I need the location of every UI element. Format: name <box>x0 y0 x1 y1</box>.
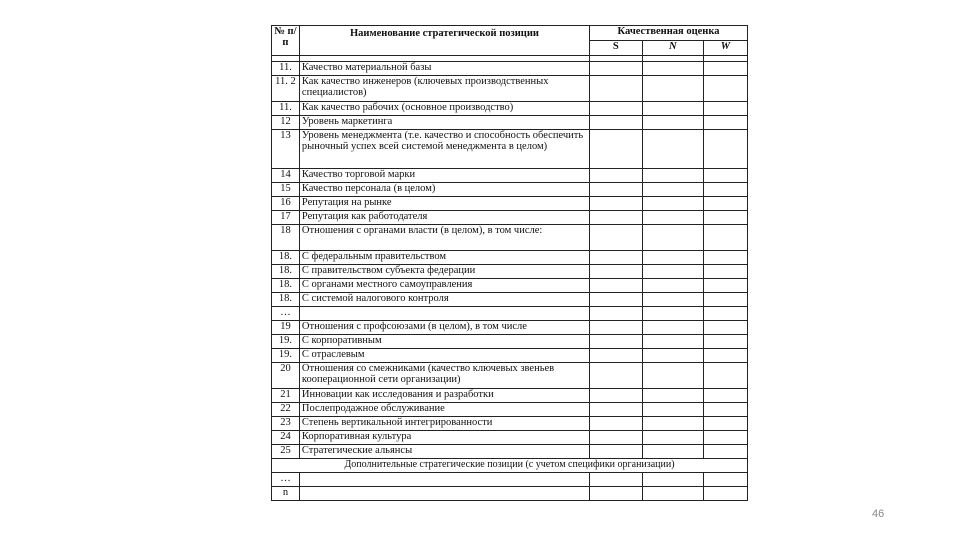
row-number: 17 <box>272 211 300 225</box>
row-cell-w <box>703 251 747 265</box>
row-cell-w <box>703 417 747 431</box>
row-name: Как качество рабочих (основное производство) <box>299 102 589 116</box>
row-cell-s <box>590 363 643 389</box>
row-number: 23 <box>272 417 300 431</box>
strategic-positions-table <box>271 25 748 501</box>
header-col-n: N <box>642 41 703 56</box>
extra-row-number: n <box>272 487 300 501</box>
row-cell-n <box>642 76 703 102</box>
row-cell-s <box>590 349 643 363</box>
row-cell-s <box>590 293 643 307</box>
header-name: Наименование стратегической позиции <box>299 26 589 56</box>
row-name: Отношения со смежниками (качество ключевых звеньев кооперационной сети организации) <box>299 363 589 389</box>
row-number: 16 <box>272 197 300 211</box>
row-cell-n <box>642 225 703 251</box>
row-name: Уровень маркетинга <box>299 116 589 130</box>
row-cell-s <box>590 76 643 102</box>
row-cell-s <box>590 251 643 265</box>
row-name: Стратегические альянсы <box>299 445 589 459</box>
row-number: … <box>272 307 300 321</box>
row-number: 18. <box>272 265 300 279</box>
extra-row-name <box>299 487 589 501</box>
table-row <box>272 431 748 445</box>
row-cell-s <box>590 265 643 279</box>
row-cell-s <box>590 225 643 251</box>
table-row <box>272 279 748 293</box>
row-cell-s <box>590 403 643 417</box>
row-cell-s <box>590 335 643 349</box>
row-cell-n <box>642 363 703 389</box>
extra-cell-n <box>642 473 703 487</box>
row-cell-s <box>590 116 643 130</box>
row-cell-n <box>642 251 703 265</box>
row-cell-w <box>703 197 747 211</box>
row-cell-n <box>642 197 703 211</box>
extra-cell-n <box>642 487 703 501</box>
row-cell-s <box>590 169 643 183</box>
row-number: 12 <box>272 116 300 130</box>
row-number: 18. <box>272 251 300 265</box>
row-name: Уровень менеджмента (т.е. качество и способность обеспечить рыночный успех всей системой менеджмента в целом) <box>299 130 589 169</box>
table-row <box>272 62 748 76</box>
table-row <box>272 335 748 349</box>
table-row <box>272 211 748 225</box>
row-cell-s <box>590 307 643 321</box>
row-number: 21 <box>272 389 300 403</box>
row-name: Как качество инженеров (ключевых производственных специалистов) <box>299 76 589 102</box>
row-cell-w <box>703 183 747 197</box>
row-cell-w <box>703 169 747 183</box>
row-cell-w <box>703 116 747 130</box>
row-cell-s <box>590 445 643 459</box>
row-number: 20 <box>272 363 300 389</box>
row-cell-n <box>642 307 703 321</box>
extra-cell-w <box>703 473 747 487</box>
row-name: Корпоративная культура <box>299 431 589 445</box>
row-cell-n <box>642 211 703 225</box>
row-name: Репутация на рынке <box>299 197 589 211</box>
row-cell-n <box>642 349 703 363</box>
row-cell-n <box>642 102 703 116</box>
extra-title: Дополнительные стратегические позиции (с учетом специфики организации) <box>272 459 748 473</box>
table-body <box>272 62 748 459</box>
extra-cell-s <box>590 473 643 487</box>
table-row <box>272 116 748 130</box>
row-cell-n <box>642 265 703 279</box>
row-name: Репутация как работодателя <box>299 211 589 225</box>
row-cell-s <box>590 102 643 116</box>
table-row <box>272 102 748 116</box>
row-number: 18 <box>272 225 300 251</box>
row-cell-w <box>703 225 747 251</box>
table-row <box>272 403 748 417</box>
row-name: Послепродажное обслуживание <box>299 403 589 417</box>
row-cell-n <box>642 403 703 417</box>
row-number: 18. <box>272 293 300 307</box>
row-cell-w <box>703 211 747 225</box>
row-name: Инновации как исследования и разработки <box>299 389 589 403</box>
table-row <box>272 363 748 389</box>
row-cell-n <box>642 116 703 130</box>
row-name: С отраслевым <box>299 349 589 363</box>
row-cell-s <box>590 321 643 335</box>
row-number: 22 <box>272 403 300 417</box>
row-name: Качество персонала (в целом) <box>299 183 589 197</box>
row-cell-w <box>703 265 747 279</box>
table-row <box>272 307 748 321</box>
row-cell-w <box>703 62 747 76</box>
row-number: 13 <box>272 130 300 169</box>
table-row <box>272 417 748 431</box>
row-name: Качество торговой марки <box>299 169 589 183</box>
table-row <box>272 293 748 307</box>
extra-section <box>272 459 748 501</box>
row-cell-w <box>703 431 747 445</box>
row-cell-n <box>642 130 703 169</box>
row-cell-n <box>642 62 703 76</box>
strategic-positions-table-sheet <box>271 25 748 528</box>
row-cell-s <box>590 183 643 197</box>
table-row <box>272 76 748 102</box>
header-quality: Качественная оценка <box>590 26 748 41</box>
row-cell-w <box>703 307 747 321</box>
row-number: 19 <box>272 321 300 335</box>
extra-cell-w <box>703 487 747 501</box>
table-row <box>272 197 748 211</box>
row-name: С корпоративным <box>299 335 589 349</box>
table-row <box>272 130 748 169</box>
row-name <box>299 307 589 321</box>
extra-row <box>272 487 748 501</box>
row-number: 19. <box>272 349 300 363</box>
row-name: С системой налогового контроля <box>299 293 589 307</box>
row-cell-w <box>703 321 747 335</box>
row-cell-w <box>703 389 747 403</box>
table-row <box>272 183 748 197</box>
table-row <box>272 321 748 335</box>
row-cell-w <box>703 293 747 307</box>
row-cell-s <box>590 197 643 211</box>
row-cell-s <box>590 279 643 293</box>
extra-cell-s <box>590 487 643 501</box>
row-cell-n <box>642 183 703 197</box>
table-row <box>272 225 748 251</box>
row-number: 18. <box>272 279 300 293</box>
row-cell-n <box>642 445 703 459</box>
row-number: 14 <box>272 169 300 183</box>
extra-title-row <box>272 459 748 473</box>
row-name: С федеральным правительством <box>299 251 589 265</box>
row-cell-n <box>642 431 703 445</box>
row-cell-n <box>642 279 703 293</box>
row-cell-n <box>642 389 703 403</box>
row-cell-w <box>703 102 747 116</box>
row-cell-n <box>642 417 703 431</box>
extra-row <box>272 473 748 487</box>
row-cell-w <box>703 130 747 169</box>
table-row <box>272 251 748 265</box>
row-number: 24 <box>272 431 300 445</box>
page-number: 46 <box>872 508 885 520</box>
row-number: 11. <box>272 102 300 116</box>
row-cell-w <box>703 363 747 389</box>
table-row <box>272 169 748 183</box>
row-cell-n <box>642 321 703 335</box>
row-cell-s <box>590 389 643 403</box>
row-cell-w <box>703 335 747 349</box>
row-name: С правительством субъекта федерации <box>299 265 589 279</box>
row-name: Отношения с профсоюзами (в целом), в том числе <box>299 321 589 335</box>
row-cell-n <box>642 335 703 349</box>
row-cell-s <box>590 130 643 169</box>
row-number: 25 <box>272 445 300 459</box>
row-cell-n <box>642 293 703 307</box>
row-cell-s <box>590 211 643 225</box>
extra-row-name <box>299 473 589 487</box>
row-name: Степень вертикальной интегрированности <box>299 417 589 431</box>
row-cell-s <box>590 62 643 76</box>
row-number: 15 <box>272 183 300 197</box>
row-cell-w <box>703 279 747 293</box>
extra-row-number: … <box>272 473 300 487</box>
table-row <box>272 389 748 403</box>
row-number: 11. 2 <box>272 76 300 102</box>
row-name: С органами местного самоуправления <box>299 279 589 293</box>
header-num: № п/п <box>272 26 300 56</box>
row-number: 11. <box>272 62 300 76</box>
row-name: Качество материальной базы <box>299 62 589 76</box>
header-col-s: S <box>590 41 643 56</box>
row-cell-w <box>703 349 747 363</box>
row-cell-s <box>590 417 643 431</box>
row-cell-n <box>642 169 703 183</box>
row-cell-w <box>703 403 747 417</box>
row-cell-s <box>590 431 643 445</box>
row-cell-w <box>703 445 747 459</box>
table-row <box>272 445 748 459</box>
header-col-w: W <box>703 41 747 56</box>
table-row <box>272 349 748 363</box>
table-row <box>272 265 748 279</box>
row-cell-w <box>703 76 747 102</box>
row-number: 19. <box>272 335 300 349</box>
row-name: Отношения с органами власти (в целом), в том числе: <box>299 225 589 251</box>
